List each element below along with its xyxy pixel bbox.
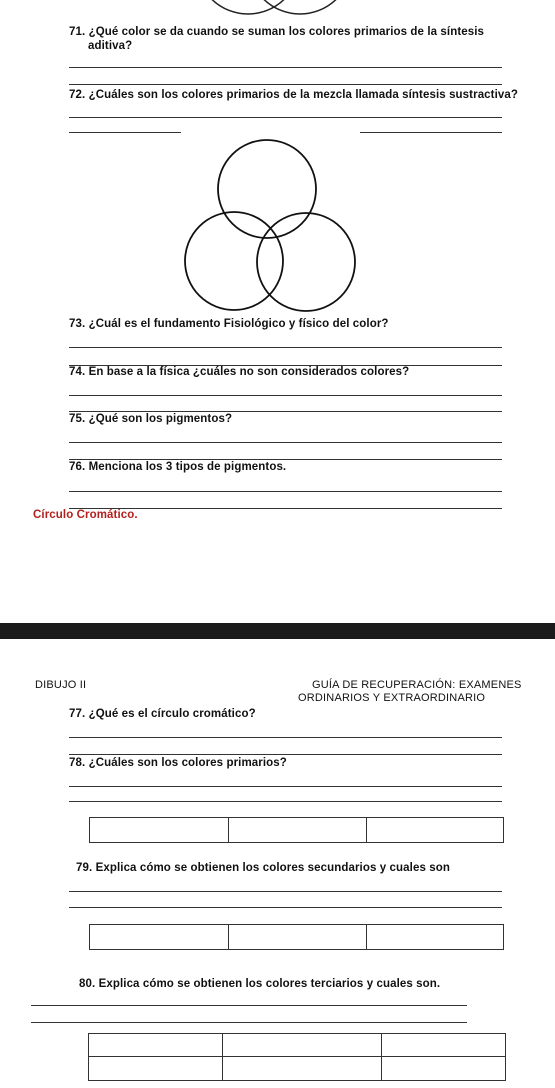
answer-line-76a[interactable] [69,491,502,492]
question-71: 71. ¿Qué color se da cuando se suman los colores primarios de la síntesis [69,26,485,38]
question-78: 78. ¿Cuáles son los colores primarios? [69,757,287,769]
answer-line-79b[interactable] [69,907,502,908]
answer-line-74b[interactable] [69,411,502,412]
answer-line-78b[interactable] [69,801,502,802]
answer-line-77a[interactable] [69,737,502,738]
question-72: 72. ¿Cuáles son los colores primarios de la mezcla llamada síntesis sustractiva? [69,89,519,101]
top-circles-partial [0,0,555,20]
question-79: 79. Explica cómo se obtienen los colores secundarios y cuales son [76,862,450,874]
circle-right [257,213,355,311]
answer-line-79a[interactable] [69,891,502,892]
answer-line-78a[interactable] [69,786,502,787]
answer-line-72b-right[interactable] [360,132,502,133]
header-title-line2: ORDINARIOS Y EXTRAORDINARIO [298,692,486,704]
question-74: 74. En base a la física ¿cuáles no son considerados colores? [69,366,410,378]
answer-line-72b-left[interactable] [69,132,181,133]
header-subject: DIBUJO II [35,679,87,691]
question-77: 77. ¿Qué es el círculo cromático? [69,708,256,720]
section-heading-circulo-cromatico: Círculo Cromático. [33,509,138,521]
question-71-continuation: aditiva? [88,40,133,52]
secondary-colors-table [89,924,504,950]
header-title-line1: GUÍA DE RECUPERACIÓN: EXAMENES [312,679,522,691]
answer-line-73a[interactable] [69,347,502,348]
three-circles-diagram [170,138,370,318]
answer-line-80b[interactable] [31,1022,467,1023]
page-separator [0,623,555,639]
question-73: 73. ¿Cuál es el fundamento Fisiológico y físico del color? [69,318,389,330]
question-80: 80. Explica cómo se obtienen los colores terciarios y cuales son. [79,978,441,990]
answer-line-71b[interactable] [69,84,502,85]
answer-line-74a[interactable] [69,395,502,396]
answer-line-77b[interactable] [69,754,502,755]
circle-left [185,212,283,310]
answer-line-80a[interactable] [31,1005,467,1006]
answer-line-71a[interactable] [69,67,502,68]
question-76: 76. Menciona los 3 tipos de pigmentos. [69,461,287,473]
primary-colors-table [89,817,504,843]
circle-top [218,140,316,238]
answer-line-75a[interactable] [69,442,502,443]
answer-line-75b[interactable] [69,459,502,460]
question-75: 75. ¿Qué son los pigmentos? [69,413,233,425]
answer-line-72a[interactable] [69,117,502,118]
tertiary-colors-table [88,1033,506,1081]
